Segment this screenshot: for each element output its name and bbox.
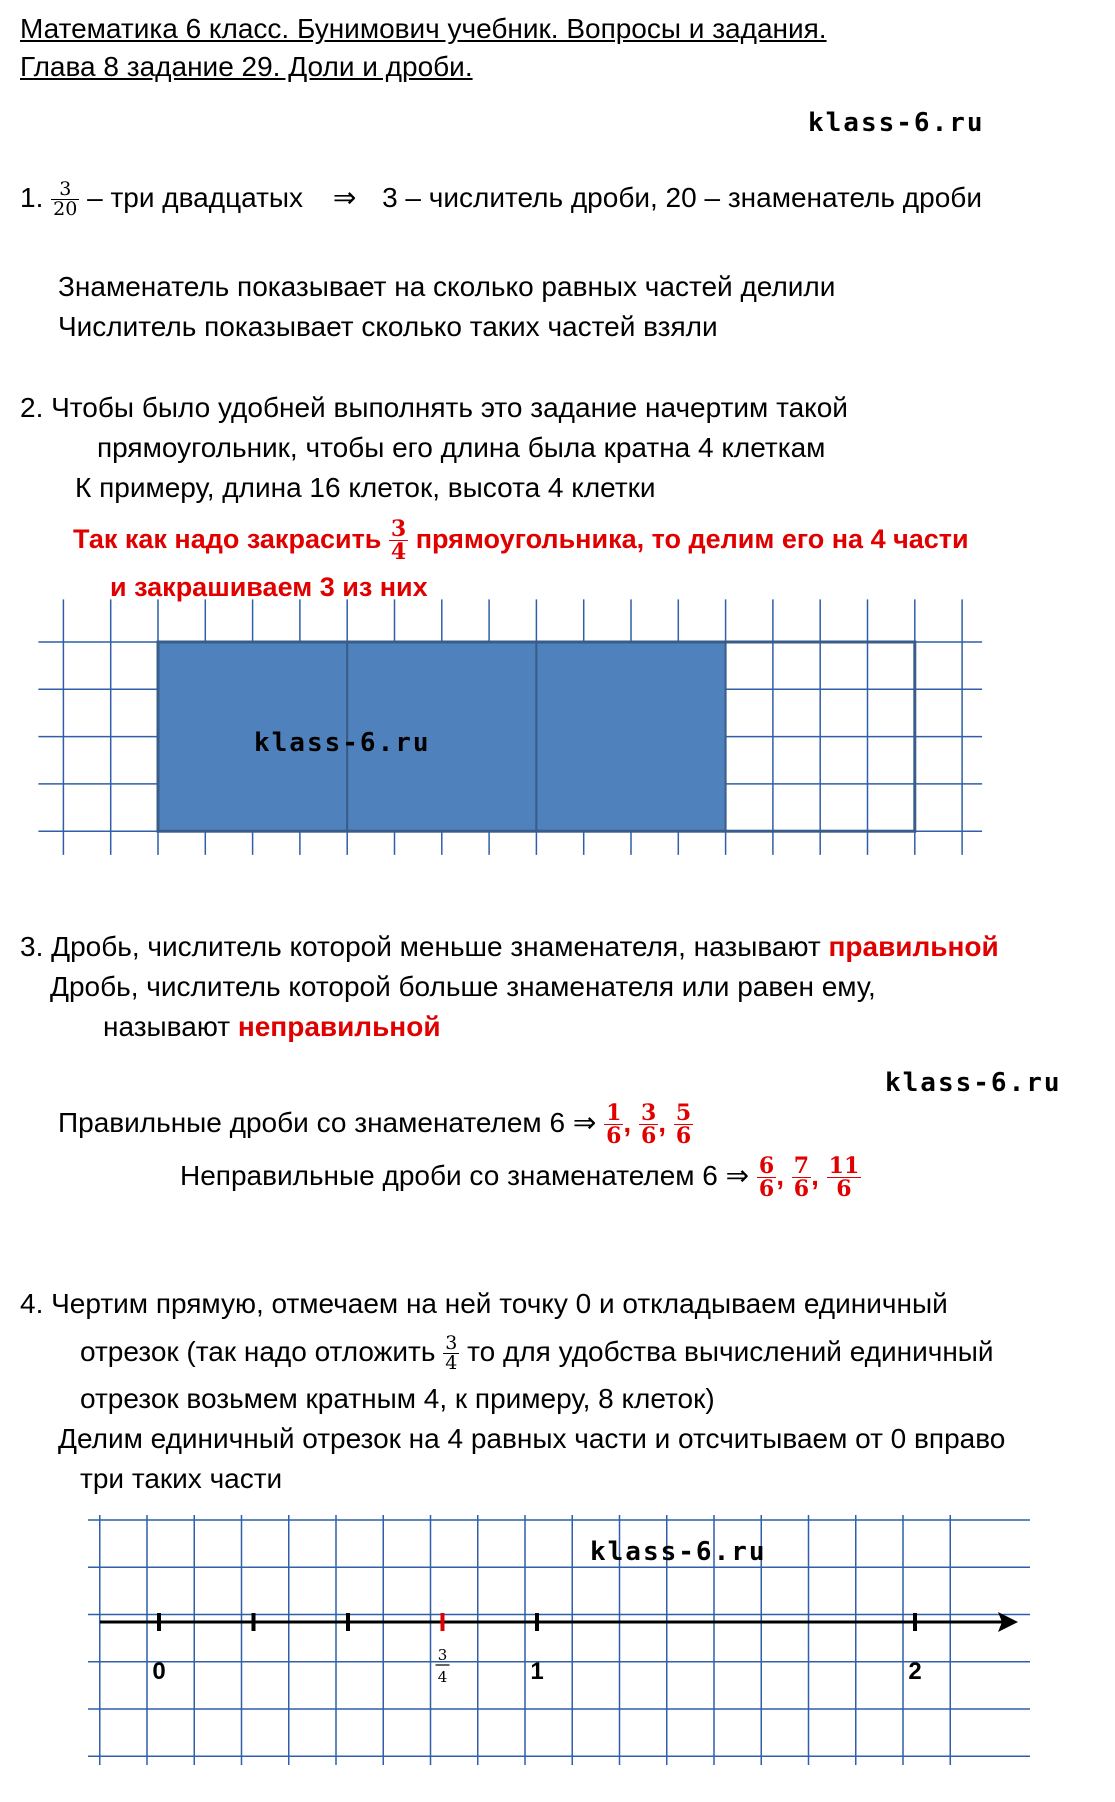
improper-fraction-2-den: 6 [793, 1176, 810, 1203]
improper-fraction-1-num: 6 [758, 1153, 775, 1180]
proper-fraction-3-num: 5 [675, 1100, 692, 1127]
task1-fraction [51, 180, 79, 219]
proper-label: Правильные дроби со знаменателем 6 ⇒ [58, 1107, 597, 1138]
task2-red-fraction [389, 516, 408, 566]
numberline-grid [88, 1515, 1030, 1765]
task1-arrow: ⇒ [332, 181, 357, 213]
task1-number: 1. [20, 181, 44, 213]
numberline-label-2: 2 [908, 1658, 922, 1685]
task2-red-after: прямоугольника, то делим его на 4 части [415, 524, 969, 554]
proper-fraction-1-den: 6 [606, 1123, 622, 1150]
page-title: Математика 6 класс. Бунимович учебник. Вопросы и задания. [20, 13, 827, 44]
task2-red-line1 [73, 516, 969, 566]
task1-explanation: 3 – числитель дроби, 20 – знаменатель дроби [382, 181, 982, 213]
task1-line2: Знаменатель показывает на сколько равных частей делили [58, 271, 836, 302]
proper-fraction-1 [604, 1100, 623, 1150]
numberline-mark-den: 4 [437, 1668, 448, 1686]
numberline-label-1: 1 [530, 1658, 544, 1685]
task4-line2-after: то для удобства вычислений единичный [467, 1336, 994, 1367]
improper-fraction-1-den: 6 [758, 1176, 775, 1203]
improper-label: Неправильные дроби со знаменателем 6 ⇒ [180, 1160, 750, 1191]
proper-comma-2: , [658, 1107, 667, 1138]
task3-line3 [103, 1010, 441, 1044]
proper-comma-1: , [623, 1107, 632, 1138]
task3-line1 [20, 930, 999, 964]
task2-red-fraction-num: 3 [390, 516, 407, 543]
task4-fraction-num: 3 [445, 1332, 458, 1355]
improper-fraction-3-den: 6 [836, 1176, 852, 1203]
improper-comma-1: , [776, 1160, 784, 1191]
improper-fraction-3-num: 11 [828, 1153, 860, 1180]
site-watermark-2: klass-6.ru [885, 1068, 1062, 1098]
shaded-parts [158, 642, 726, 831]
task1-fraction-den: 20 [53, 198, 78, 220]
task4-line2 [80, 1324, 994, 1380]
proper-fraction-2-den: 6 [640, 1123, 657, 1150]
shaded-part [536, 642, 725, 831]
task1-line3: Числитель показывает сколько таких частей взяли [58, 311, 718, 342]
task4-line3: отрезок возьмем кратным 4, к примеру, 8 клеток) [80, 1383, 715, 1414]
task2-line1: 2. Чтобы было удобней выполнять это задание начертим такой [20, 392, 848, 423]
improper-comma-2: , [811, 1160, 819, 1191]
task4-line1: 4. Чертим прямую, отмечаем на ней точку 0 и откладываем единичный [20, 1288, 948, 1319]
rectangle-figure [0, 600, 1115, 870]
numberline-label-0: 0 [152, 1658, 166, 1685]
proper-fraction-2 [639, 1100, 658, 1150]
task4-line4: Делим единичный отрезок на 4 равных части и отсчитываем от 0 вправо [58, 1423, 1006, 1454]
site-watermark: klass-6.ru [808, 108, 985, 138]
proper-fractions-line [58, 1095, 693, 1151]
task2-red-before: Так как надо закрасить [73, 524, 382, 554]
numberline-watermark: klass-6.ru [590, 1537, 767, 1567]
task3-line1-text: 3. Дробь, числитель которой меньше знаменателя, называют [20, 931, 821, 962]
task3-line2: Дробь, числитель которой больше знаменателя или равен ему, [50, 971, 876, 1002]
proper-fraction-1-num: 1 [606, 1100, 622, 1127]
proper-fraction-2-num: 3 [640, 1100, 657, 1127]
improper-fraction-2-num: 7 [793, 1153, 810, 1180]
page-subtitle: Глава 8 задание 29. Доли и дроби. [20, 51, 473, 82]
task1-line1 [20, 180, 982, 219]
figure-watermark: klass-6.ru [254, 728, 431, 758]
improper-fraction-3 [827, 1153, 862, 1203]
task4-fraction [443, 1334, 459, 1373]
task1-fraction-num: 3 [51, 180, 79, 200]
improper-fraction-1 [757, 1153, 776, 1203]
task2-line3: К примеру, длина 16 клеток, высота 4 клетки [75, 472, 656, 503]
numberline-mark-num: 3 [437, 1646, 448, 1664]
task2-red-line2: и закрашиваем 3 из них [110, 572, 428, 602]
task2-red-fraction-den: 4 [390, 539, 407, 566]
improper-fractions-line [180, 1148, 861, 1204]
task4-fraction-den: 4 [445, 1352, 458, 1375]
proper-fraction-3 [674, 1100, 693, 1150]
task1-text: – три двадцатых [87, 181, 304, 213]
numberline-figure [0, 1500, 1115, 1790]
task3-line3-text: называют [103, 1011, 231, 1042]
proper-term: правильной [828, 931, 999, 962]
improper-fraction-2 [792, 1153, 811, 1203]
task4-line5: три таких части [80, 1463, 283, 1494]
task2-line2: прямоугольник, чтобы его длина была кратна 4 клеткам [97, 432, 826, 463]
task4-line2-before: отрезок (так надо отложить [80, 1336, 436, 1367]
improper-term: неправильной [237, 1011, 441, 1042]
proper-fraction-3-den: 6 [675, 1123, 692, 1150]
